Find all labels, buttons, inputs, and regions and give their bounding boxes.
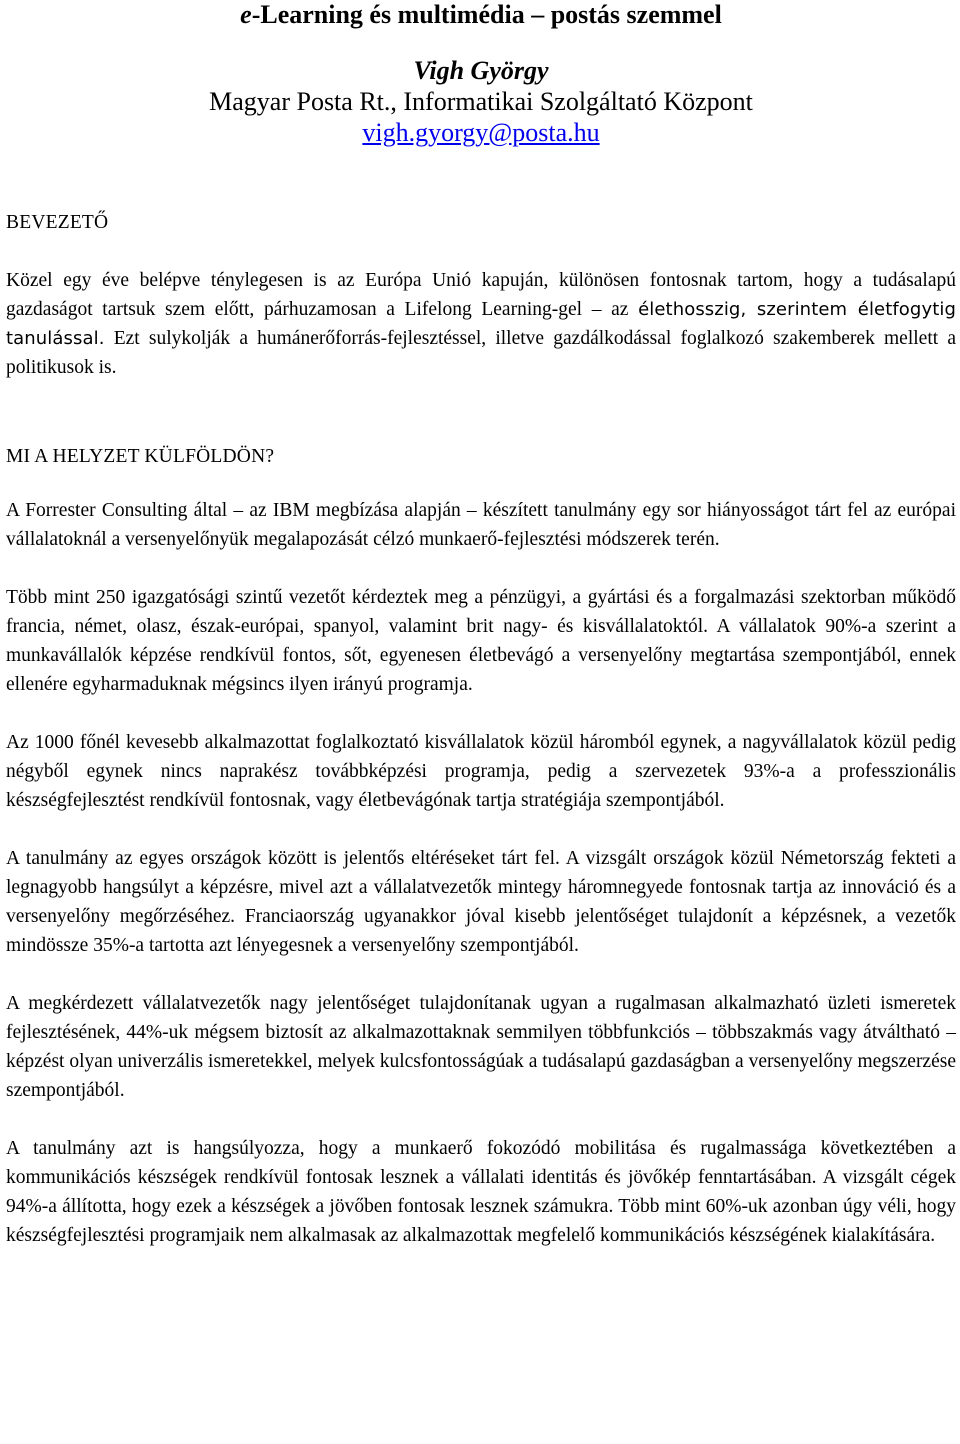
intro-text-a: Közel egy éve belépve ténylegesen is az Európa Unió kapuján, különösen fontosnak tartom, hogy a tudásalapú gazdaságot tartsuk szem előtt, párhuzamosan a Lifelong Learning-gel – az: [6, 270, 956, 320]
body-paragraph: Több mint 250 igazgatósági szintű vezetőt kérdeztek meg a pénzügyi, a gyártási és a forgalmazási szektorban működő francia, német, olasz, észak-európai, spanyol, valamint brit nagy- és kisvállalatoktól. A vállalatok 90%-a szerint a munkavállalók képzése rendkívül fontos, sőt, egyenesen életbevágó a versenyelőny megtartása szempontjából, ennek ellenére egyharmaduknak mégsincs ilyen irányú programja.: [6, 587, 956, 695]
intro-text-b: Ezt sulykolják a humánerőforrás-fejlesztéssel, illetve gazdálkodással foglalkozó szakemberek mellett a politikusok is.: [6, 328, 956, 378]
title-prefix: e: [240, 0, 252, 29]
section-heading-abroad: MI A HELYZET KÜLFÖLDÖN?: [6, 446, 275, 467]
intro-text-sans: élethosszig, szerintem életfogytig tanulással.: [6, 299, 956, 349]
document-title: [6, 0, 956, 30]
document-page: [6, 0, 956, 1250]
section-heading-intro: BEVEZETŐ: [6, 212, 109, 233]
intro-paragraph: [6, 266, 956, 382]
author-name: Vigh György: [413, 56, 549, 85]
body-paragraph: A tanulmány az egyes országok között is jelentős eltéréseket tárt fel. A vizsgált országok közül Németország fekteti a legnagyobb hangsúlyt a képzésre, mivel azt a vállalatvezetők mintegy háromnegyede fontosnak tartja az innováció és a versenyelőny megőrzéséhez. Franciaország ugyanakkor jóval kisebb jelentőséget tulajdonít a képzésnek, a vezetők mindössze 35%-a tartotta azt lényegesnek a versenyelőny szempontjából.: [6, 848, 956, 956]
body-paragraph: A megkérdezett vállalatvezetők nagy jelentőséget tulajdonítanak ugyan a rugalmasan alkalmazható üzleti ismeretek fejlesztésének, 44%-uk mégsem biztosít az alkalmazottaknak semmilyen többfunkciós – többszakmás vagy átváltható – képzést olyan univerzális ismeretekkel, melyek kulcsfontosságúak a tudásalapú gazdaságban a versenyelőny megszerzése szempontjából.: [6, 993, 956, 1101]
title-rest: -Learning és multimédia – postás szemmel: [251, 0, 722, 29]
email-link[interactable]: vigh.gyorgy@posta.hu: [362, 118, 600, 147]
author-email: [6, 118, 956, 148]
author-affiliation: Magyar Posta Rt., Informatikai Szolgáltató Központ: [209, 87, 753, 116]
body-paragraph: Az 1000 főnél kevesebb alkalmazottat foglalkoztató kisvállalatok közül háromból egynek, a nagyvállalatok közül pedig négyből egynek nincs naprakész továbbképzési programja, pedig a szervezetek 93%-a a professzionális készségfejlesztést rendkívül fontosnak, vagy életbevágónak tartja stratégiája szempontjából.: [6, 732, 956, 811]
body-paragraph: A tanulmány azt is hangsúlyozza, hogy a munkaerő fokozódó mobilitása és rugalmassága következtében a kommunikációs készségek rendkívül fontosak lesznek a vállalati identitás és jövőkép fenntartásában. A vizsgált cégek 94%-a állította, hogy ezek a készségek a jövőben fontosak lesznek számukra. Több mint 60%-uk azonban úgy véli, hogy készségfejlesztési programjaik nem alkalmasak az alkalmazottak megfelelő kommunikációs készségének kialakítására.: [6, 1138, 956, 1246]
body-paragraph: A Forrester Consulting által – az IBM megbízása alapján – készített tanulmány egy sor hiányosságot tárt fel az európai vállalatoknál a versenyelőnyük megalapozását célzó munkaerő-fejlesztési módszerek terén.: [6, 500, 956, 550]
